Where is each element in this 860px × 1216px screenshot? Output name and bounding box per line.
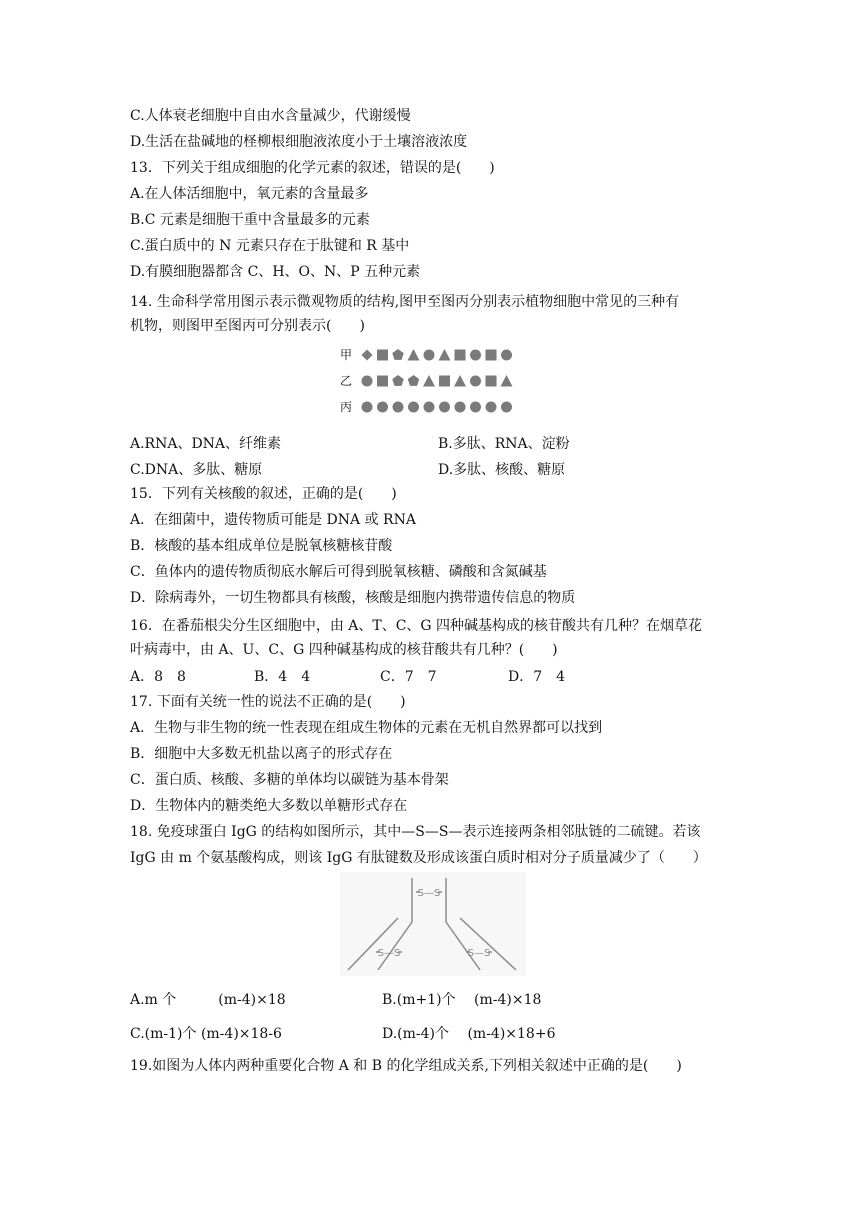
q17-option-c: C．蛋白质、核酸、多糖的单体均以碳链为基本骨架 <box>130 772 449 788</box>
jia-monomer-pentagon <box>392 349 403 360</box>
q15-option-c: C．鱼体内的遗传物质彻底水解后可得到脱氧核糖、磷酸和含氮碱基 <box>130 564 547 580</box>
yi-monomer-circle <box>470 376 481 387</box>
heavy-chain-left-arm <box>378 922 412 970</box>
q12-option-c: C.人体衰老细胞中自由水含量减少，代谢缓慢 <box>130 108 411 124</box>
q16-stem-line2: 叶病毒中，由 A、U、C、G 四种碱基构成的核苷酸共有几种？( ) <box>130 642 558 658</box>
yi-monomer-pentagon <box>392 375 403 386</box>
q14-stem-line1: 14. 生命科学常用图示表示微观物质的结构,图甲至图丙分别表示植物细胞中常见的三种有 <box>130 294 680 310</box>
igg-structure-diagram <box>340 872 526 976</box>
bing-monomer-circle <box>470 402 481 413</box>
q13-option-b: B.C 元素是细胞干重中含量最多的元素 <box>130 212 370 228</box>
q17-stem: 17. 下面有关统一性的说法不正确的是( ) <box>130 694 406 710</box>
q18-option-a: A.m 个 (m-4)×18 <box>130 992 286 1008</box>
q14-option-a: A.RNA、DNA、纤维素 <box>130 436 282 452</box>
q14-option-d: D.多肽、核酸、糖原 <box>438 462 566 478</box>
yi-monomer-circle <box>362 376 373 387</box>
jia-monomer-circle <box>424 350 435 361</box>
q17-option-a: A．生物与非生物的统一性表现在组成生物体的元素在无机自然界都可以找到 <box>130 720 603 736</box>
bing-monomer-circle <box>393 402 404 413</box>
yi-monomer-triangle <box>454 375 466 387</box>
q17-option-d: D．生物体内的糖类绝大多数以单糖形式存在 <box>130 798 408 814</box>
ss-bond-right: S—S <box>467 948 491 959</box>
q18-stem-line1: 18. 免疫球蛋白 IgG 的结构如图所示，其中—S—S—表示连接两条相邻肽链的二硫键。若该 <box>130 824 701 840</box>
light-chain-right <box>460 918 516 970</box>
jia-monomer-square <box>486 350 497 361</box>
q16-option-d: D．7 4 <box>508 669 566 685</box>
q16-option-b: B．4 4 <box>254 669 311 685</box>
jia-monomer-square <box>455 350 466 361</box>
bing-monomer-circle <box>501 402 512 413</box>
q18-option-c: C.(m-1)个 (m-4)×18-6 <box>130 1026 282 1042</box>
q16-option-c: C．7 7 <box>380 669 437 685</box>
bing-monomer-circle <box>439 402 450 413</box>
q16-option-a: A．8 8 <box>130 669 186 685</box>
yi-monomer-square <box>439 376 450 387</box>
q17-option-b: B．细胞中大多数无机盐以离子的形式存在 <box>130 746 393 762</box>
q14-option-b: B.多肽、RNA、淀粉 <box>438 436 570 452</box>
bing-monomer-circle <box>377 402 388 413</box>
q13-stem: 13．下列关于组成细胞的化学元素的叙述，错误的是( ) <box>130 160 495 176</box>
jia-label: 甲 <box>340 348 353 362</box>
q15-stem: 15．下列有关核酸的叙述，正确的是( ) <box>130 486 397 502</box>
q15-option-b: B．核酸的基本组成单位是脱氧核糖核苷酸 <box>130 538 393 554</box>
yi-monomer-square <box>377 376 388 387</box>
q13-option-c: C.蛋白质中的 N 元素只存在于肽键和 R 基中 <box>130 238 410 254</box>
q16-stem-line1: 16．在番茄根尖分生区细胞中，由 A、T、C、G 四种碱基构成的核苷酸共有几种？在烟草花 <box>130 618 703 634</box>
jia-monomer-square <box>377 350 388 361</box>
yi-monomer-pentagon <box>408 375 419 386</box>
bing-monomer-circle <box>424 402 435 413</box>
bing-monomer-circle <box>486 402 497 413</box>
q18-option-d: D.(m-4)个 (m-4)×18+6 <box>382 1026 556 1042</box>
q12-option-d: D.生活在盐碱地的柽柳根细胞液浓度小于土壤溶液浓度 <box>130 134 468 150</box>
ss-bond-top: S—S <box>417 888 441 899</box>
q13-option-a: A.在人体活细胞中，氧元素的含量最多 <box>130 186 369 202</box>
q14-stem-line2: 机物，则图甲至图丙可分别表示( ) <box>130 318 365 334</box>
jia-monomer-circle <box>501 350 512 361</box>
q13-option-d: D.有膜细胞器都含 C、H、O、N、P 五种元素 <box>130 264 421 280</box>
yi-monomer-triangle <box>501 375 513 387</box>
jia-monomer-triangle <box>408 349 420 361</box>
q18-option-b: B.(m+1)个 (m-4)×18 <box>382 992 542 1008</box>
q14-option-c: C.DNA、多肽、糖原 <box>130 462 263 478</box>
jia-monomer-circle <box>470 350 481 361</box>
jia-monomer-triangle <box>439 349 451 361</box>
bing-monomer-circle <box>408 402 419 413</box>
bing-label: 丙 <box>340 400 353 414</box>
q14-figure <box>340 344 530 420</box>
jia-monomer-diamond <box>362 350 373 361</box>
yi-label: 乙 <box>340 374 353 388</box>
q18-stem-line2: IgG 由 m 个氨基酸构成，则该 IgG 有肽键数及形成该蛋白质时相对分子质量减少了（ ） <box>130 850 707 866</box>
yi-monomer-triangle <box>423 375 435 387</box>
q15-option-d: D．除病毒外，一切生物都具有核酸，核酸是细胞内携带遗传信息的物质 <box>130 590 576 606</box>
light-chain-left <box>348 918 398 970</box>
q15-option-a: A．在细菌中，遗传物质可能是 DNA 或 RNA <box>130 512 416 528</box>
bing-monomer-circle <box>455 402 466 413</box>
ss-bond-left: S—S <box>377 948 401 959</box>
q19-stem: 19.如图为人体内两种重要化合物 A 和 B 的化学组成关系,下列相关叙述中正确的是( ) <box>130 1058 682 1074</box>
igg-figure <box>340 872 526 976</box>
yi-monomer-square <box>486 376 497 387</box>
heavy-chain-right-arm <box>446 922 480 970</box>
monomer-chains <box>360 344 530 420</box>
bing-monomer-circle <box>362 402 373 413</box>
